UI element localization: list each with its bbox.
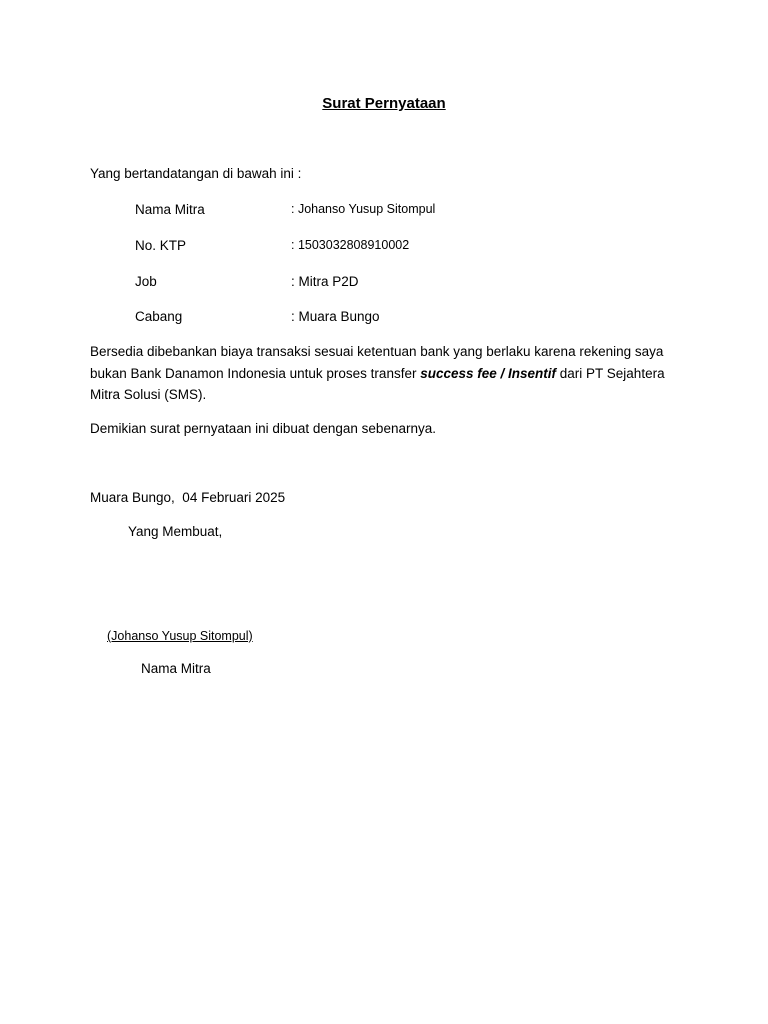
statement-text-part2: dari PT Sejahtera Mitra Solusi (SMS). bbox=[90, 365, 665, 402]
field-label-cabang: Cabang bbox=[135, 309, 183, 324]
field-value-nama-mitra: : Johanso Yusup Sitompul bbox=[291, 202, 436, 216]
statement-emphasis: success fee / Insentif bbox=[420, 365, 557, 381]
field-value-cabang: : Muara Bungo bbox=[291, 309, 380, 324]
closing-text: Demikian surat pernyataan ini dibuat dengan sebenarnya. bbox=[90, 421, 436, 436]
intro-text: Yang bertandatangan di bawah ini : bbox=[90, 166, 302, 181]
document-title: Surat Pernyataan bbox=[322, 95, 446, 112]
maker-label: Yang Membuat, bbox=[128, 524, 223, 539]
field-value-no-ktp: : 1503032808910002 bbox=[291, 238, 410, 252]
field-value-job: : Mitra P2D bbox=[291, 274, 359, 289]
statement-text-part1: Bersedia dibebankan biaya transaksi sesuai ketentuan bank yang berlaku karena rekening saya bukan Bank Danamon Indonesia untuk proses transfer bbox=[90, 344, 664, 381]
field-label-no-ktp: No. KTP bbox=[135, 238, 187, 253]
place-date: Muara Bungo, 04 Februari 2025 bbox=[90, 490, 286, 505]
signatory-role: Nama Mitra bbox=[141, 661, 211, 676]
field-label-nama-mitra: Nama Mitra bbox=[135, 202, 205, 217]
statement-paragraph bbox=[90, 341, 680, 406]
field-label-job: Job bbox=[135, 274, 157, 289]
signatory-name: (Johanso Yusup Sitompul) bbox=[107, 629, 253, 643]
